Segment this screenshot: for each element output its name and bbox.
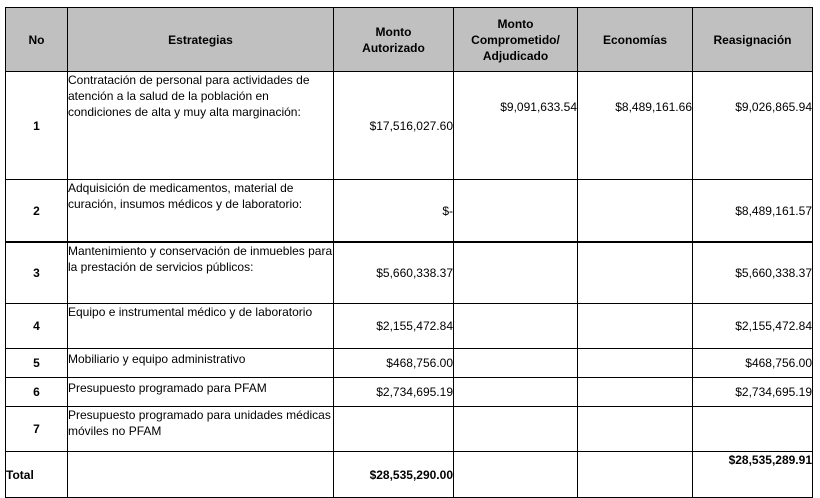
total-reasignacion-value: $28,535,289.91: [728, 453, 812, 467]
row-monto-comprometido: [454, 378, 578, 407]
header-no: No: [6, 8, 68, 72]
row-monto-comprometido: [454, 242, 578, 304]
table-row: [6, 378, 813, 407]
row-reasignacion: $2,734,695.19: [693, 378, 813, 407]
table-row: [6, 349, 813, 378]
row-monto-comprometido: [454, 407, 578, 452]
row-monto-comprometido: [454, 349, 578, 378]
header-monto-autorizado-text: Monto Autorizado: [362, 24, 425, 55]
row-no: 6: [6, 378, 68, 407]
header-row: [6, 8, 813, 72]
total-economias-empty: [578, 452, 693, 498]
row-economias: [578, 180, 693, 243]
row-reasignacion: $468,756.00: [693, 349, 813, 378]
total-monto-comprometido-empty: [454, 452, 578, 498]
header-economias: Economías: [578, 8, 693, 72]
row-no: 5: [6, 349, 68, 378]
row-estrategia: Presupuesto programado para PFAM: [68, 378, 334, 407]
row-monto-autorizado: $2,155,472.84: [334, 304, 454, 349]
table-row: [6, 242, 813, 304]
row-monto-comprometido: [454, 180, 578, 243]
total-label: Total: [6, 452, 68, 498]
total-estrategia-empty: [68, 452, 334, 498]
row-estrategia: Mobiliario y equipo administrativo: [68, 349, 334, 378]
table-row: [6, 72, 813, 180]
row-reasignacion: $2,155,472.84: [693, 304, 813, 349]
row-no: 3: [6, 242, 68, 304]
row-monto-autorizado: $17,516,027.60: [334, 72, 454, 180]
total-monto-autorizado: $28,535,290.00: [334, 452, 454, 498]
row-reasignacion: $9,026,865.94: [693, 72, 813, 180]
row-monto-autorizado: $468,756.00: [334, 349, 454, 378]
row-estrategia: Equipo e instrumental médico y de laboratorio: [68, 304, 334, 349]
table-row: [6, 407, 813, 452]
row-economias: [578, 304, 693, 349]
row-monto-autorizado: $5,660,338.37: [334, 242, 454, 304]
row-economias: [578, 407, 693, 452]
header-estrategias: Estrategias: [68, 8, 334, 72]
row-economias: $8,489,161.66: [578, 72, 693, 180]
row-reasignacion: $5,660,338.37: [693, 242, 813, 304]
header-reasignacion: Reasignación: [693, 8, 813, 72]
row-monto-comprometido: $9,091,633.54: [454, 72, 578, 180]
total-row: [6, 452, 813, 498]
row-no: 7: [6, 407, 68, 452]
row-monto-autorizado: [334, 407, 454, 452]
row-estrategia: Mantenimiento y conservación de inmuebles para la prestación de servicios públicos:: [68, 242, 334, 304]
row-estrategia: Contratación de personal para actividades de atención a la salud de la población en condiciones de alta y muy alta marginación:: [68, 72, 334, 180]
row-monto-autorizado: $2,734,695.19: [334, 378, 454, 407]
row-economias: [578, 378, 693, 407]
table-row: [6, 180, 813, 243]
row-no: 4: [6, 304, 68, 349]
row-no: 1: [6, 72, 68, 180]
row-reasignacion: [693, 407, 813, 452]
row-reasignacion: $8,489,161.57: [693, 180, 813, 243]
row-estrategia: Adquisición de medicamentos, material de curación, insumos médicos y de laboratorio:: [68, 180, 334, 243]
header-monto-autorizado: [334, 8, 454, 72]
header-monto-comprometido-text: Monto Comprometido/ Adjudicado: [471, 16, 560, 63]
row-economias: [578, 242, 693, 304]
row-no: 2: [6, 180, 68, 243]
total-reasignacion: [693, 452, 813, 498]
table-row: [6, 304, 813, 349]
row-monto-comprometido: [454, 304, 578, 349]
header-monto-comprometido: [454, 8, 578, 72]
row-economias: [578, 349, 693, 378]
budget-table: [5, 7, 813, 498]
row-monto-autorizado: $-: [334, 180, 454, 243]
row-estrategia: Presupuesto programado para unidades médicas móviles no PFAM: [68, 407, 334, 452]
